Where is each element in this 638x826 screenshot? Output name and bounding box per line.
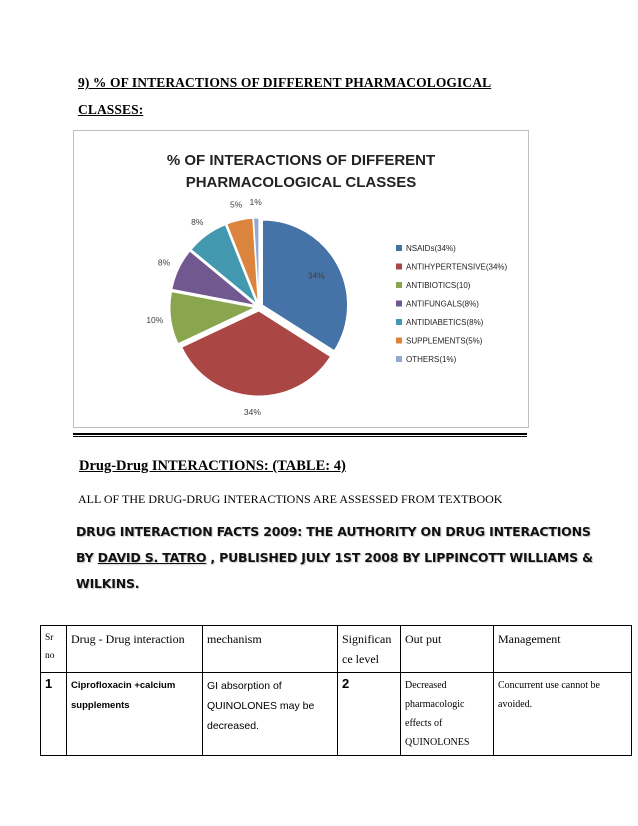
legend-swatch-supplements bbox=[396, 338, 402, 344]
legend-swatch-others bbox=[396, 356, 402, 362]
data-label-antibiotics: 10% bbox=[146, 315, 164, 326]
reference-prefix: BY bbox=[76, 550, 98, 565]
chart-title-line1: % OF INTERACTIONS OF DIFFERENT bbox=[166, 152, 436, 169]
legend-entry-antibiotics: ANTIBIOTICS(10) bbox=[406, 281, 471, 290]
divider-thin bbox=[73, 436, 527, 437]
pie-chart-svg bbox=[74, 131, 528, 427]
table-row bbox=[41, 673, 632, 756]
reference-line2 bbox=[76, 550, 593, 565]
data-label-others: 1% bbox=[249, 197, 262, 208]
data-label-supplements: 5% bbox=[229, 199, 243, 210]
cell-output: Decreased pharmacologic effects of QUINOLONES bbox=[401, 673, 494, 756]
drug-interaction-table bbox=[40, 625, 632, 756]
section-heading-line2: CLASSES: bbox=[78, 102, 144, 117]
cell-management: Concurrent use cannot be avoided. bbox=[494, 673, 632, 756]
legend-swatch-antihypertensive bbox=[396, 264, 402, 270]
header-significance-level: Significance level bbox=[338, 626, 401, 673]
cell-mechanism: GI absorption of QUINOLONES may be decreased. bbox=[203, 673, 338, 756]
data-label-antidiabetics: 8% bbox=[191, 217, 204, 228]
legend-entry-antifungals: ANTIFUNGALS(8%) bbox=[406, 299, 479, 309]
legend-swatch-antidiabetics bbox=[396, 319, 402, 325]
legend-swatch-antifungals bbox=[396, 301, 402, 307]
legend-swatch-nsaids bbox=[396, 245, 402, 251]
header-drug-interaction: Drug - Drug interaction bbox=[67, 626, 203, 673]
table-heading: Drug-Drug INTERACTIONS: (TABLE: 4) bbox=[79, 458, 346, 474]
data-label-antifungals: 8% bbox=[157, 257, 171, 268]
assessment-text: ALL OF THE DRUG-DRUG INTERACTIONS ARE ASSESSED FROM TEXTBOOK bbox=[78, 492, 503, 506]
header-sr-no: Sr no bbox=[41, 626, 67, 673]
data-label-nsaids: 34% bbox=[307, 270, 325, 281]
cell-significance: 2 bbox=[338, 673, 401, 756]
chart-title-line2: PHARMACOLOGICAL CLASSES bbox=[185, 174, 417, 191]
cell-drug-interaction: Ciprofloxacin +calcium supplements bbox=[67, 673, 203, 756]
reference-author: DAVID S. TATRO bbox=[97, 550, 207, 565]
legend-swatch-antibiotics bbox=[396, 282, 402, 288]
divider-thick bbox=[73, 433, 527, 435]
legend-entry-antihypertensive: ANTIHYPERTENSIVE(34%) bbox=[406, 262, 508, 272]
section-heading-line1: 9) % OF INTERACTIONS OF DIFFERENT PHARMACOLOGICAL bbox=[78, 75, 492, 90]
data-label-antihypertensive: 34% bbox=[243, 406, 261, 417]
table-header-row bbox=[41, 626, 632, 673]
legend-entry-others: OTHERS(1%) bbox=[406, 355, 457, 364]
pie-chart bbox=[73, 130, 529, 428]
reference-line3: WILKINS. bbox=[76, 576, 140, 591]
header-mechanism: mechanism bbox=[203, 626, 338, 673]
legend-entry-antidiabetics: ANTIDIABETICS(8%) bbox=[406, 318, 484, 327]
reference-publisher: , PUBLISHED JULY 1ST 2008 BY LIPPINCOTT WILLIAMS & bbox=[206, 550, 593, 565]
reference-line1: DRUG INTERACTION FACTS 2009: THE AUTHORITY ON DRUG INTERACTIONS bbox=[76, 524, 591, 539]
cell-sr-no: 1 bbox=[41, 673, 67, 756]
legend-entry-nsaids: NSAIDs(34%) bbox=[406, 244, 456, 253]
legend-entry-supplements: SUPPLEMENTS(5%) bbox=[406, 336, 483, 346]
header-output: Out put bbox=[401, 626, 494, 673]
header-management: Management bbox=[494, 626, 632, 673]
